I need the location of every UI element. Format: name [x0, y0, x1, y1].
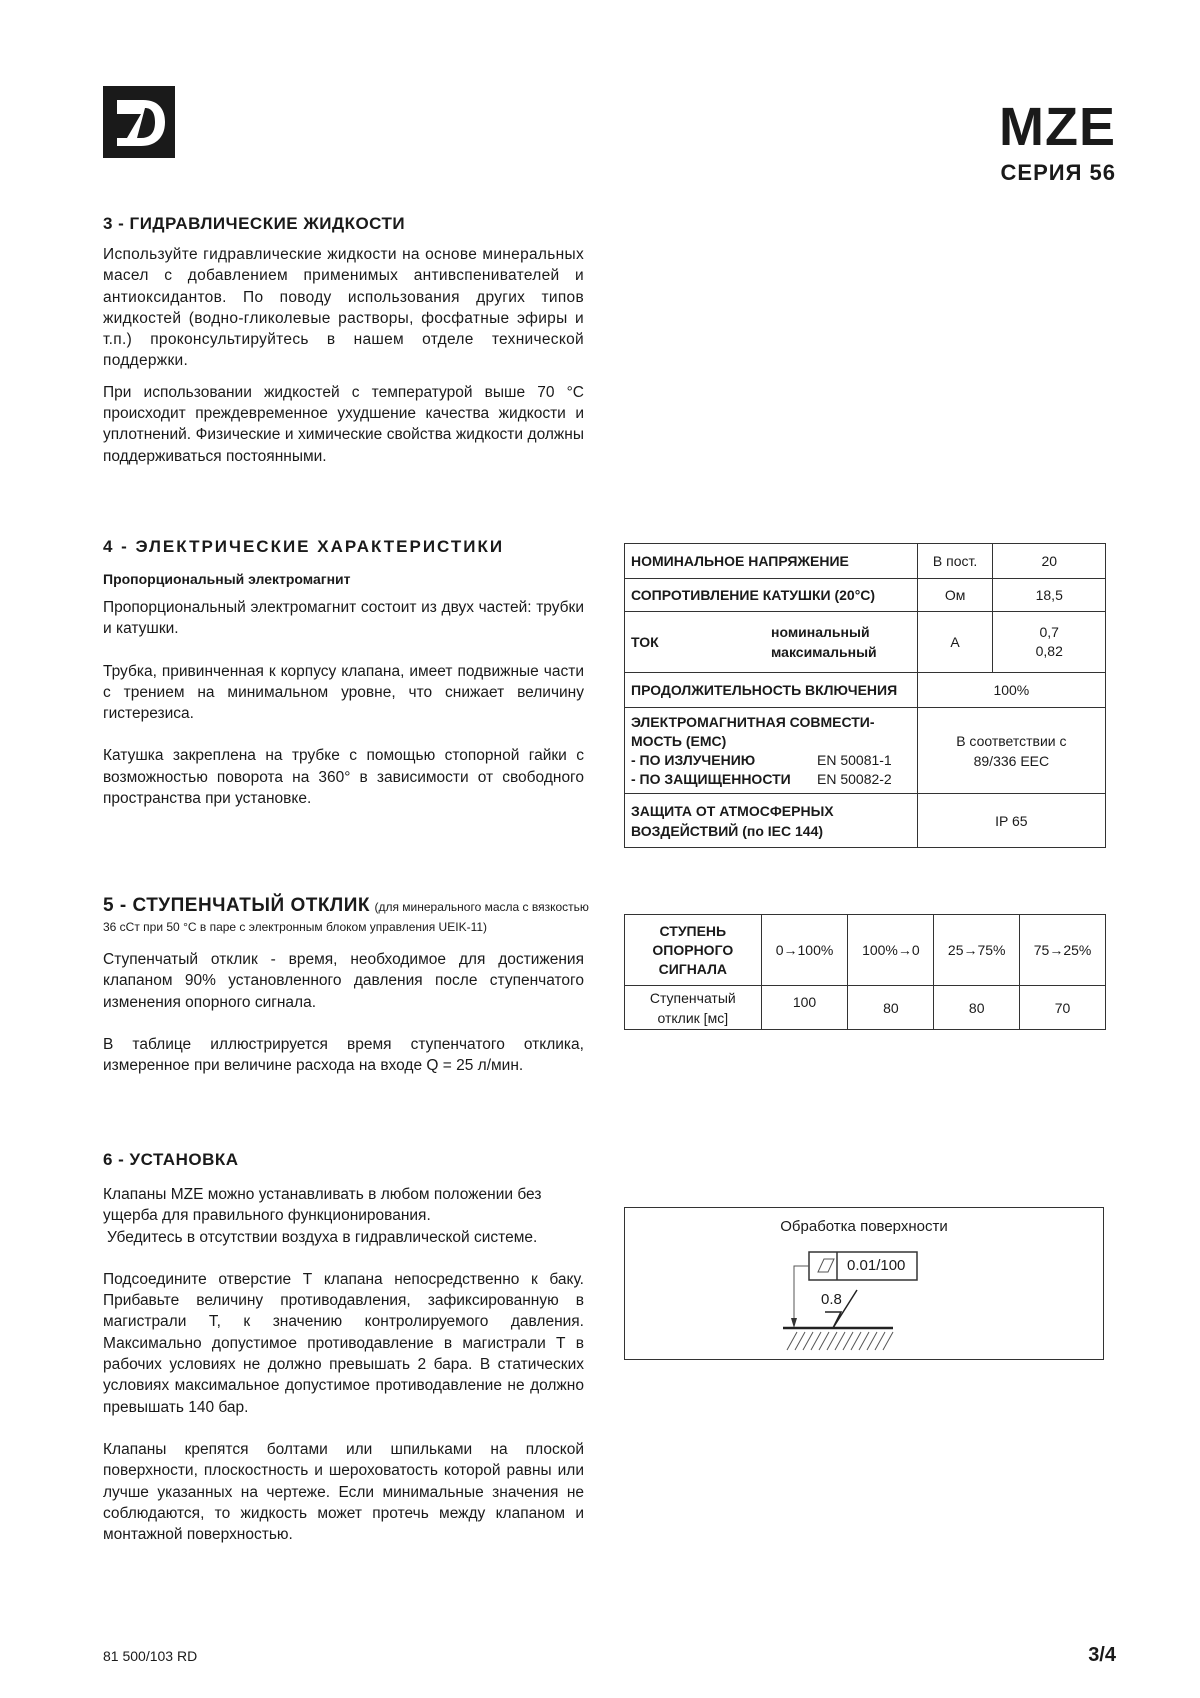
section-4-heading: 4 - ЭЛЕКТРИЧЕСКИЕ ХАРАКТЕРИСТИКИ — [103, 537, 505, 556]
current-max-label: максимальный — [771, 644, 877, 660]
electrical-specs-table — [624, 543, 1106, 848]
emc-value-line-2: 89/336 EEC — [973, 752, 1050, 769]
section-3-heading: 3 - ГИДРАВЛИЧЕСКИЕ ЖИДКОСТИ — [103, 214, 406, 233]
step-row-label-line-2: отклик [мс] — [657, 1009, 729, 1026]
step-response-table — [624, 914, 1106, 1030]
step-0-100: 0→100% — [761, 915, 848, 986]
current-label-cell — [625, 612, 918, 673]
section-4-subheading: Пропорциональный электромагнит — [103, 571, 351, 587]
table-row-rated-voltage — [625, 544, 1106, 579]
section-4-paragraph-2: Трубка, привинченная к корпусу клапана, имеет подвижные части с трением на минимальном уровне, что снижает величину гистерезиса. — [103, 662, 584, 723]
step-100-0: 100%→0 — [848, 915, 934, 986]
section-6-paragraph-3: Клапаны крепятся болтами или шпильками на плоской поверхности, плоскостность и шероховатость которой равны или лучше указанных на чертеже. Если минимальные значения не соблюдаются, то жидкость может протечь между клапаном и монтажной поверхностью. — [103, 1440, 584, 1544]
current-nominal-value: 0,7 — [1039, 624, 1059, 640]
flatness-value: 0.01/100 — [847, 1257, 906, 1274]
rated-voltage-unit: В пост. — [917, 544, 993, 579]
table-row-coil-resistance — [625, 579, 1106, 612]
section-3-paragraph-1: Используйте гидравлические жидкости на основе минеральных масел с добавлением применимых антивспенивателей и антиоксидантов. По поводу использования других типов жидкостей (водно-гликолевые растворы, фосфатные эфиры и т.п.) проконсультируйтесь в нашем отделе технической поддержки. — [103, 246, 584, 370]
current-nominal-label: номинальный — [771, 624, 870, 640]
emc-label-line-2: МОСТЬ (EMC) — [631, 732, 727, 749]
section-5-note-line-1: (для минерального масла с вязкостью — [374, 900, 589, 914]
section-6-paragraph-2: Подсоедините отверстие Т клапана непосредственно к баку. Прибавьте величину противодавления, зафиксированную в магистрали Т, к значению контролируемого давления. Максимально допустимое противодавление в магистрали Т в рабочих условиях не должно превышать 2 бара. В статических условиях максимальное допустимое противодавление не должно превышать 140 бар. — [103, 1270, 584, 1416]
step-header-line-3: СИГНАЛА — [658, 960, 728, 977]
protection-label-line-2: ВОЗДЕЙСТВИЙ (по IEC 144) — [631, 822, 824, 839]
current-unit: А — [917, 612, 993, 673]
response-0-100: 100 — [761, 986, 848, 1030]
step-25-75: 25→75% — [934, 915, 1020, 986]
table-row-current — [625, 612, 1106, 673]
emc-emission-label: - ПО ИЗЛУЧЕНИЮ — [631, 751, 756, 768]
step-header-line-1: СТУПЕНЬ — [659, 922, 727, 939]
section-3-paragraph-2: При использовании жидкостей с температурой выше 70 °C происходит преждевременное ухудшение качества жидкости и уплотнений. Физические и химические свойства жидкости должны поддерживаться постоянными. — [103, 383, 584, 465]
step-75-25: 75→25% — [1020, 915, 1106, 986]
current-max-value: 0,82 — [1035, 643, 1063, 659]
table-row-protection — [625, 794, 1106, 848]
table-row-duty-cycle — [625, 673, 1106, 708]
rated-voltage-value: 20 — [993, 544, 1106, 579]
section-4-paragraph-3: Катушка закреплена на трубке с помощью стопорной гайки с возможностью поворота на 360° в зависимости от свободного пространства при установке. — [103, 747, 584, 808]
roughness-value: 0.8 — [821, 1291, 842, 1308]
emc-value-line-1: В соответствии с — [956, 732, 1067, 749]
table-row-emc — [625, 708, 1106, 794]
section-hydraulic-fluids — [103, 214, 584, 467]
surface-finish-title: Обработка поверхности — [780, 1218, 948, 1235]
section-4-paragraph-1: Пропорциональный электромагнит состоит из двух частей: трубки и катушки. — [103, 599, 584, 638]
emc-emission-standard: EN 50081-1 — [817, 751, 892, 768]
model-title: MZE — [999, 97, 1116, 157]
section-step-response — [103, 896, 623, 937]
protection-value: IP 65 — [917, 794, 1105, 848]
section-6-paragraph-1b: Убедитесь в отсутствии воздуха в гидравлической системе. — [107, 1228, 538, 1246]
emc-label-line-1: ЭЛЕКТРОМАГНИТНАЯ СОВМЕСТИ- — [631, 713, 875, 730]
step-response-values-row — [625, 986, 1106, 1030]
section-electrical — [103, 537, 584, 809]
section-6-heading: 6 - УСТАНОВКА — [103, 1150, 239, 1169]
step-row-label-line-1: Ступенчатый — [649, 989, 736, 1006]
section-installation — [103, 1150, 584, 1545]
page-number: 3/4 — [1088, 1644, 1116, 1666]
duplomatic-logo-icon — [103, 86, 175, 158]
surface-finish-symbol-icon — [625, 1208, 1103, 1358]
response-100-0: 80 — [848, 986, 934, 1030]
response-25-75: 80 — [934, 986, 1020, 1030]
document-code: 81 500/103 RD — [103, 1648, 198, 1664]
current-label: ТОК — [631, 634, 659, 650]
coil-resistance-unit: Ом — [917, 579, 993, 612]
rated-voltage-label: НОМИНАЛЬНОЕ НАПРЯЖЕНИЕ — [625, 544, 918, 579]
emc-immunity-label: - ПО ЗАЩИЩЕННОСТИ — [631, 770, 791, 787]
step-response-header-row — [625, 915, 1106, 986]
section-5-paragraph-1: Ступенчатый отклик - время, необходимое для достижения клапаном 90% установленного давления после ступенчатого изменения опорного сигнала. — [103, 951, 584, 1011]
coil-resistance-value: 18,5 — [993, 579, 1106, 612]
step-header-line-2: ОПОРНОГО — [652, 941, 734, 958]
emc-immunity-standard: EN 50082-2 — [817, 770, 892, 787]
section-5-heading: 5 - СТУПЕНЧАТЫЙ ОТКЛИК — [103, 895, 371, 916]
section-6-paragraph-1: Клапаны MZE можно устанавливать в любом положении без ущерба для правильного функционирования. — [103, 1186, 542, 1225]
response-75-25: 70 — [1020, 986, 1106, 1030]
coil-resistance-label: СОПРОТИВЛЕНИЕ КАТУШКИ (20°C) — [625, 579, 918, 612]
section-5-paragraph-2: В таблице иллюстрируется время ступенчатого отклика, измеренное при величине расхода на входе Q = 25 л/мин. — [103, 1035, 584, 1075]
duty-cycle-value: 100% — [917, 673, 1105, 708]
section-5-note-line-2: 36 сСт при 50 °C в паре с электронным блоком управления UEIK-11) — [103, 920, 488, 934]
duty-cycle-label: ПРОДОЛЖИТЕЛЬНОСТЬ ВКЛЮЧЕНИЯ — [625, 673, 918, 708]
series-subtitle: СЕРИЯ 56 — [1000, 160, 1116, 185]
surface-finish-drawing — [624, 1207, 1104, 1360]
protection-label-line-1: ЗАЩИТА ОТ АТМОСФЕРНЫХ — [631, 802, 834, 819]
